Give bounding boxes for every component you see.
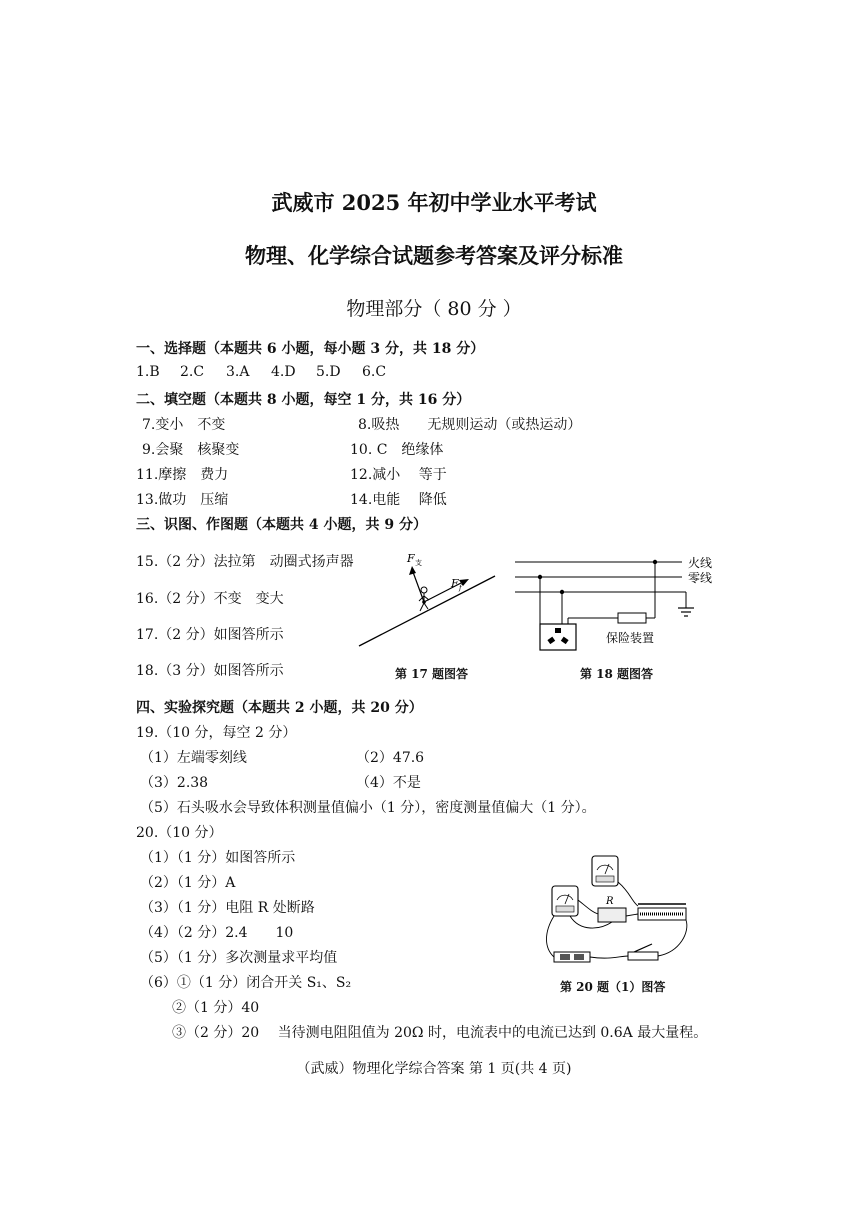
fill-answer: 13.做功 压缩: [136, 492, 229, 508]
ground-icon: [678, 608, 694, 616]
choice-answer: 6.C: [362, 364, 387, 380]
section2-heading: 二、填空题（本题共 8 小题，每空 1 分，共 16 分）: [136, 392, 471, 408]
person-figure: [419, 587, 429, 611]
support-force-label: F: [407, 552, 415, 565]
protection-device-label: 保险装置: [606, 631, 655, 645]
fill-answer: 9.会聚 核聚变: [142, 442, 240, 458]
ammeter-icon: [592, 856, 618, 886]
fill-answer: 7.变小 不变: [142, 417, 226, 433]
q20-sub-answer: ③（2 分）20 当待测电阻阻值为 20Ω 时，电流表中的电流已达到 0.6A 最大量程。: [172, 1025, 708, 1041]
figure17-incline-diagram: [355, 548, 505, 650]
switch-icon: [628, 944, 658, 960]
page-footer: （武威）物理化学综合答案 第 1 页(共 4 页): [296, 1061, 572, 1077]
q20-answer: （6）①（1 分）闭合开关 S₁、S₂: [140, 975, 352, 991]
figure20-experiment-circuit: [540, 852, 700, 970]
section1-heading: 一、选择题（本题共 6 小题，每小题 3 分，共 18 分）: [136, 341, 485, 357]
figure18-circuit-diagram: [510, 552, 725, 658]
figure20-caption: 第 20 题（1）图答: [560, 980, 666, 994]
q19-answer: （3）2.38: [140, 775, 209, 791]
support-force-subscript: 支: [415, 559, 422, 567]
q19-answer: （5）石头吸水会导致体积测量值偏小（1 分），密度测量值偏大（1 分）。: [140, 800, 596, 816]
fill-answer: 10. C 绝缘体: [350, 442, 444, 458]
incline-line: [359, 576, 495, 646]
section4-heading: 四、实验探究题（本题共 2 小题，共 20 分）: [136, 700, 423, 716]
q17-answer: 17.（2 分）如图答所示: [136, 627, 284, 643]
fill-answer: 14.电能 降低: [350, 492, 447, 508]
friction-force-arrow: [424, 579, 469, 602]
choice-answer: 2.C: [180, 364, 205, 380]
q20-answer: （3）（1 分）电阻 R 处断路: [140, 900, 315, 916]
section3-heading: 三、识图、作图题（本题共 4 小题，共 9 分）: [136, 517, 427, 533]
q20-answer: （5）（1 分）多次测量求平均值: [140, 950, 338, 966]
choice-answer: 1.B: [136, 364, 160, 380]
q20-sub-answer: ②（1 分）40: [172, 1000, 260, 1016]
choice-answer: 5.D: [316, 364, 341, 380]
figure18-caption: 第 18 题图答: [580, 667, 654, 681]
answer-key-title: 物理、化学综合试题参考答案及评分标准: [245, 243, 623, 268]
outlet-icon: [540, 624, 576, 650]
fill-answer: 11.摩擦 费力: [136, 467, 229, 483]
q19-answer: （2）47.6: [356, 750, 425, 766]
q19-answer: （1）左端零刻线: [140, 750, 247, 766]
q20-title: 20.（10 分）: [136, 825, 223, 841]
live-wire-label: 火线: [688, 556, 713, 570]
q20-answer: （2）（1 分）A: [140, 875, 236, 891]
fill-answer: 12.减小 等于: [350, 467, 447, 483]
neutral-wire-label: 零线: [688, 571, 713, 585]
resistor-icon: [598, 896, 626, 922]
figure17-caption: 第 17 题图答: [395, 667, 469, 681]
q16-answer: 16.（2 分）不变 变大: [136, 591, 284, 607]
friction-force-label: F: [451, 577, 459, 590]
q15-answer: 15.（2 分）法拉第 动圈式扬声器: [136, 554, 354, 570]
part-title: 物理部分（ 80 分 ）: [346, 298, 522, 320]
exam-title: 武威市 2025 年初中学业水平考试: [271, 190, 597, 215]
choice-answer: 4.D: [271, 364, 296, 380]
friction-force-subscript: f: [459, 584, 462, 592]
q19-answer: （4）不是: [356, 775, 421, 791]
voltmeter-icon: [552, 886, 578, 916]
rheostat-icon: [638, 904, 686, 920]
q20-answer: （1）（1 分）如图答所示: [140, 850, 296, 866]
support-force-arrow: [409, 566, 424, 602]
q19-title: 19.（10 分，每空 2 分）: [136, 725, 297, 741]
q18-answer: 18.（3 分）如图答所示: [136, 663, 284, 679]
fuse-box: [618, 613, 646, 623]
battery-icon: [554, 952, 590, 962]
resistor-label: R: [606, 896, 614, 907]
q20-answer: （4）（2 分）2.4 10: [140, 925, 294, 941]
choice-answer: 3.A: [226, 364, 250, 380]
fill-answer: 8.吸热 无规则运动（或热运动）: [358, 417, 582, 433]
